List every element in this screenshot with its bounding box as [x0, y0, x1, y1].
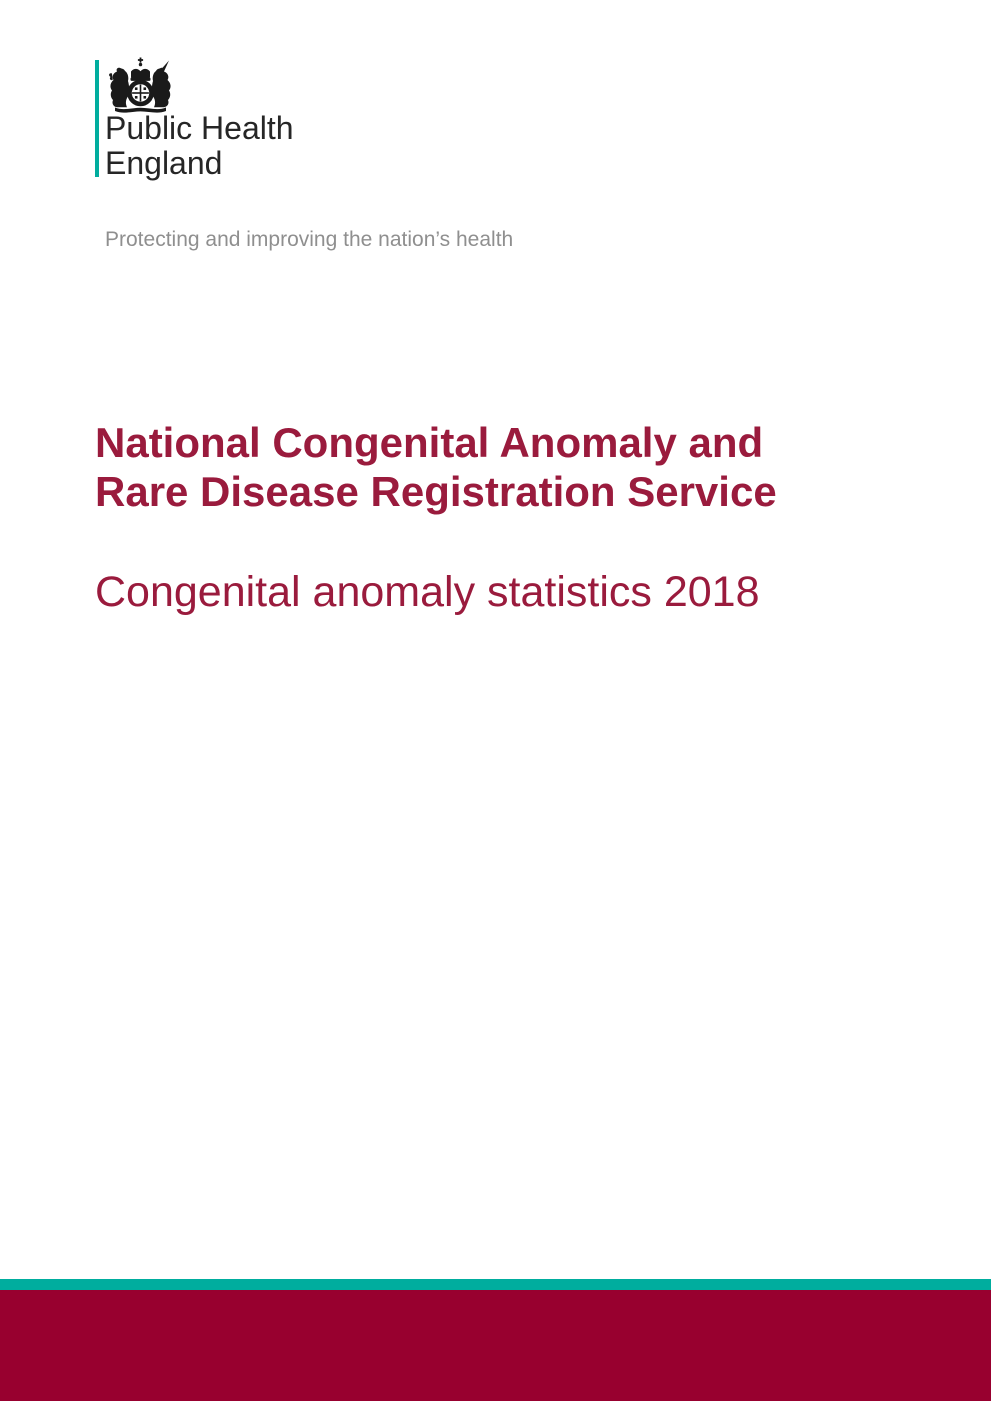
- org-name-line1: Public Health: [105, 110, 294, 146]
- brand-tagline: Protecting and improving the nation’s health: [105, 228, 514, 251]
- org-name-line2: England: [105, 145, 223, 181]
- footer-teal-stripe: [0, 1279, 991, 1290]
- document-title-line1: National Congenital Anomaly and: [95, 419, 764, 466]
- org-name: [105, 111, 294, 181]
- document-title-line2: Rare Disease Registration Service: [95, 468, 777, 515]
- document-title: [95, 418, 915, 516]
- footer-maroon-band: [0, 1290, 991, 1401]
- royal-coat-of-arms-icon: [103, 56, 178, 114]
- document-subtitle: Congenital anomaly statistics 2018: [95, 568, 760, 616]
- logo-accent-bar: [95, 60, 99, 177]
